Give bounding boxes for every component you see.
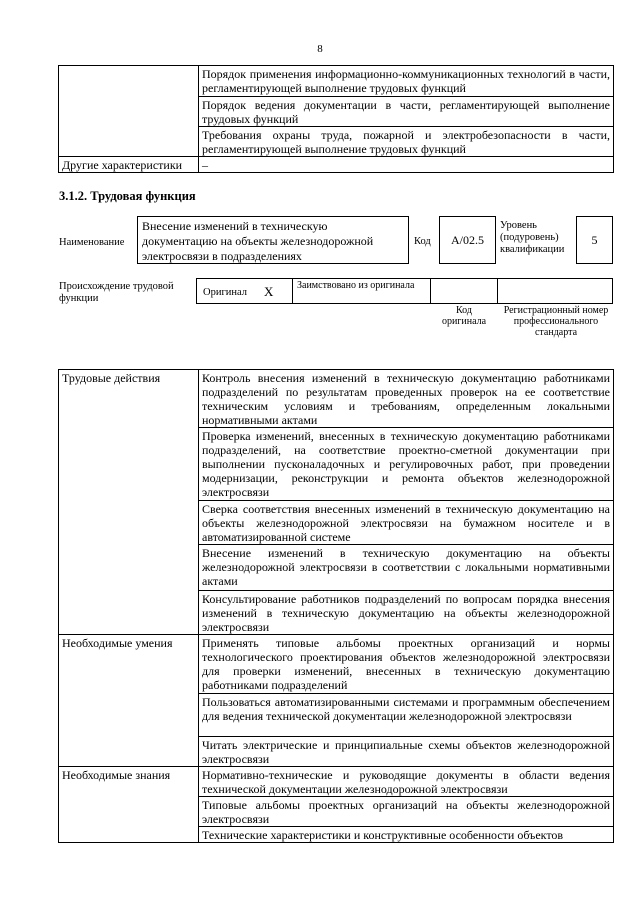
original-label: Оригинал — [203, 287, 247, 298]
group-label: Необходимые умения — [59, 635, 199, 767]
table-cell-value: Порядок применения информационно-коммуникационных технологий в части, регламентирующей выполнение трудовых функций — [199, 66, 614, 97]
table-cell-value: Требования охраны труда, пожарной и электробезопасности в части, регламентирующей выполнение трудовых функций — [199, 127, 614, 157]
origin-label: Происхождение трудовой функции — [59, 281, 174, 304]
list-item: Читать электрические и принципиальные схемы объектов железнодорожной электросвязи — [199, 737, 614, 767]
level-label: Уровень (подуровень) квалификации — [500, 220, 565, 255]
table-row — [59, 767, 614, 797]
reg-number-caption: Регистрационный номер профессионального стандарта — [503, 305, 609, 338]
code-original-caption: Код оригинала — [441, 305, 487, 327]
group-label: Необходимые знания — [59, 767, 199, 843]
function-name-box: Внесение изменений в техническую документацию на объекты железнодорожной электросвязи в подразделениях — [137, 216, 409, 264]
list-item: Технические характеристики и конструктивные особенности объектов — [199, 827, 614, 843]
list-item: Контроль внесения изменений в техническую документацию работниками подразделений по результатам проведенных проверок на ее соответствие техническим условиям и требованиям, определенным локальными нормативными актами — [199, 370, 614, 428]
table-row — [59, 370, 614, 428]
list-item: Сверка соответствия внесенных изменений в техническую документацию на объекты железнодорожной электросвязи на бумажном носителе и в автоматизированной системе — [199, 501, 614, 545]
divider — [430, 278, 431, 304]
table-cell-label: Другие характеристики — [59, 157, 199, 173]
table-row — [59, 635, 614, 694]
borrowed-label: Заимствовано из оригинала — [297, 280, 415, 291]
group-label: Трудовые действия — [59, 370, 199, 635]
divider — [497, 278, 498, 304]
table-row — [59, 157, 614, 173]
section-title: 3.1.2. Трудовая функция — [59, 189, 196, 203]
original-mark: X — [264, 284, 274, 299]
top-table — [58, 65, 614, 173]
list-item: Консультирование работников подразделений по вопросам порядка внесения изменений в техническую документацию на объекты железнодорожной электросвязи — [199, 591, 614, 635]
level-box: 5 — [576, 216, 613, 264]
list-item: Проверка изменений, внесенных в техническую документацию работниками подразделений, на соответствие проектно-сметной документации при выполнении пусконаладочных и регулировочных работ, при проведении модернизации, реконструкции и ремонта объектов железнодорожной электросвязи — [199, 428, 614, 501]
list-item: Внесение изменений в техническую документацию на объекты железнодорожной электросвязи в соответствии с локальными нормативными актами — [199, 545, 614, 591]
table-cell-label — [59, 66, 199, 157]
list-item: Применять типовые альбомы проектных организаций и нормы технологического проектирования объектов железнодорожной электросвязи для проверки изменений, внесенных в техническую документацию работниками подразделений — [199, 635, 614, 694]
table-cell-value: Порядок ведения документации в части, регламентирующей выполнение трудовых функций — [199, 97, 614, 127]
name-label: Наименование — [59, 237, 125, 248]
table-row — [59, 66, 614, 97]
code-box: A/02.5 — [439, 216, 496, 264]
divider — [292, 278, 293, 304]
list-item: Пользоваться автоматизированными системами и программным обеспечением для ведения технической документации железнодорожной электросвязи — [199, 694, 614, 737]
main-table — [58, 369, 614, 843]
list-item: Нормативно-технические и руководящие документы в области ведения технической документации железнодорожной электросвязи — [199, 767, 614, 797]
table-cell-value: – — [199, 157, 614, 173]
code-label: Код — [414, 236, 431, 247]
page-number: 8 — [317, 43, 323, 55]
list-item: Типовые альбомы проектных организаций на объекты железнодорожной электросвязи — [199, 797, 614, 827]
